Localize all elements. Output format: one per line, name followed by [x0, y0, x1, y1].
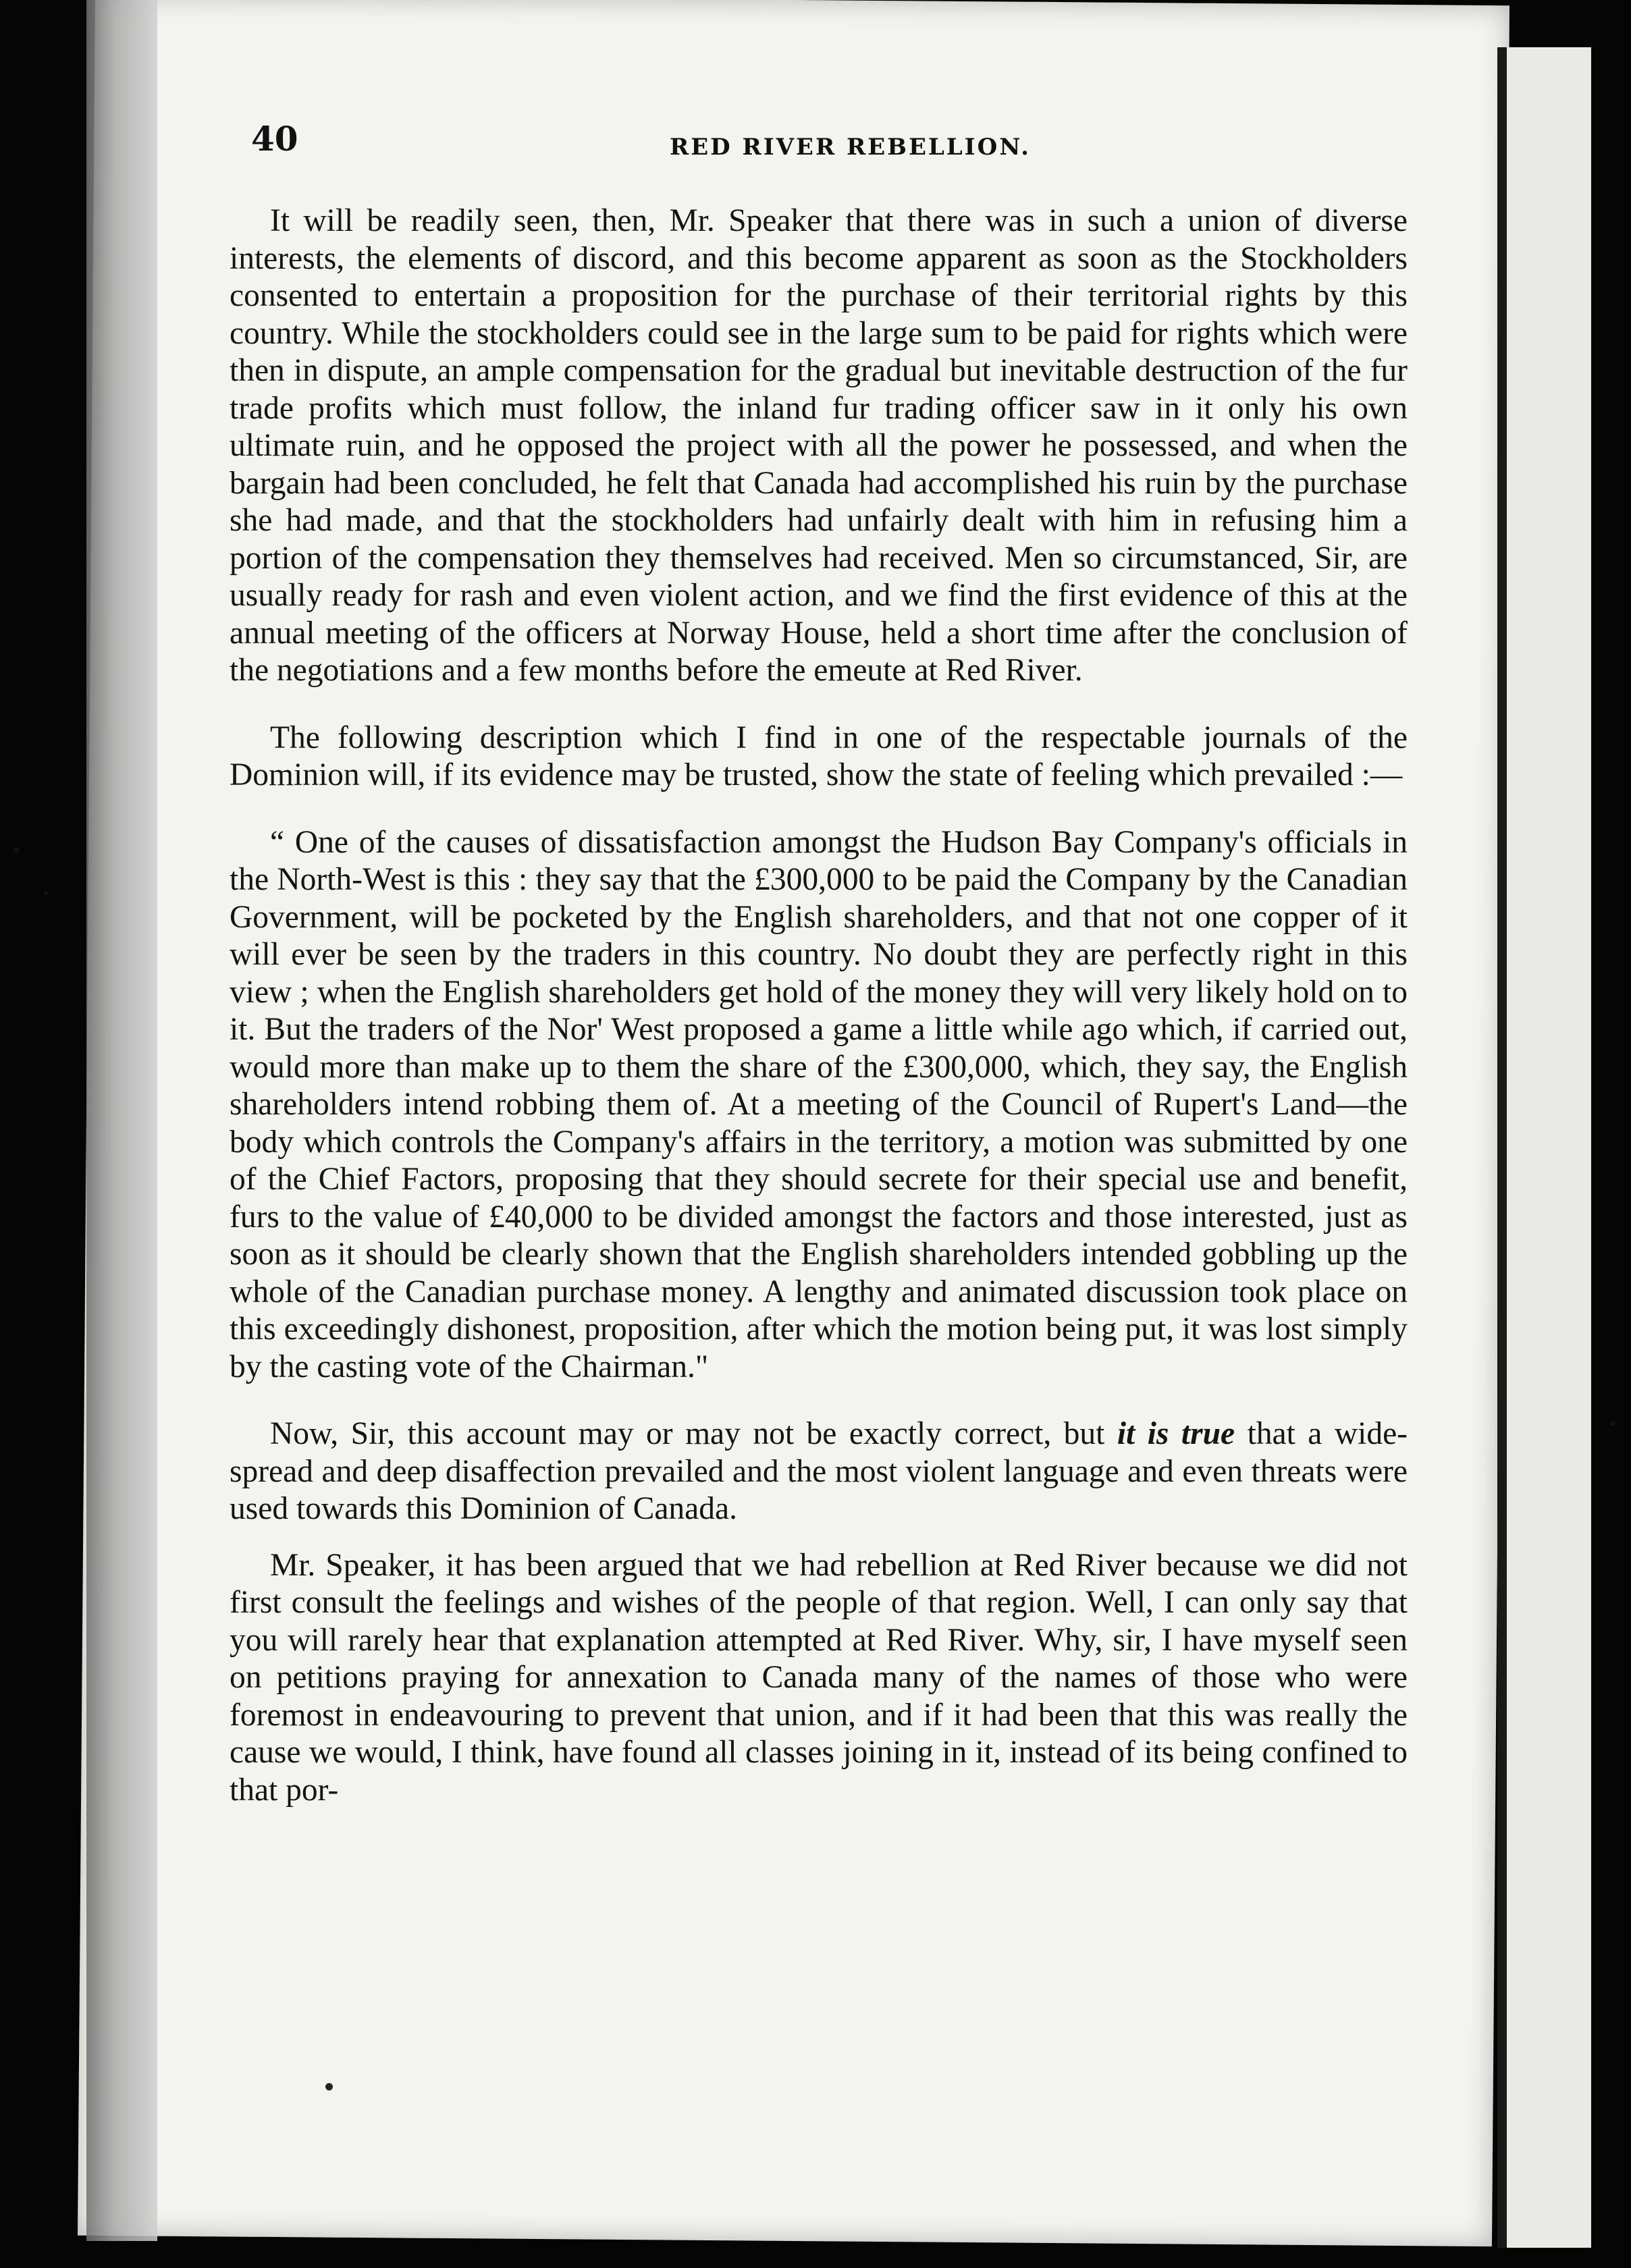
ink-speck — [14, 847, 20, 853]
page-number: 40 — [251, 119, 298, 159]
paragraph-now-sir-end: that a wide-spread and deep disaffection prevailed and the most violent language and even threats were used towards this Dominion of Canada. — [230, 1416, 1408, 1526]
paragraph-opening: It will be readily seen, then, Mr. Speaker that there was in such a union of diverse interests, the elements of discord, and this become apparent as soon as the Stockholders consented to entertain a proposition for the purchase of their territorial rights by this country. While the stockholders could see in the large sum to be paid for rights which were then in dispute, an ample compensation for the gradual but inevitable destruction of the fur trade profits which must follow, the inland fur trading officer saw in it only his own ultimate ruin, and he opposed the project with all the power he possessed, and when the bargain had been concluded, he felt that Canada had accomplished his ruin by the purchase she had made, and that the stockholders had unfairly dealt with him in refusing him a portion of the compensation they themselves had received. Men so circumstanced, Sir, are usually ready for rash and even violent action, and we find the first evidence of this at the annual meeting of the officers at Norway House, held a short time after the conclusion of the negotiations and a few months before the emeute at Red River. — [230, 203, 1408, 688]
page-header — [251, 119, 1399, 166]
emphasis-it-is-true: it is true — [1117, 1416, 1235, 1451]
adjacent-page-strip — [1507, 47, 1591, 2248]
paragraph-introduction: The following description which I find in one of the respectable journals of the Dominion will, if its evidence may be trusted, show the state of feeling which prevailed :— — [230, 720, 1408, 792]
page-gutter-line — [1497, 47, 1507, 2248]
page-shadow-edge — [86, 0, 157, 2241]
paragraph-now-sir — [230, 1415, 1408, 1528]
ink-speck — [1610, 1421, 1615, 1426]
paragraph-now-sir-start: Now, Sir, this account may or may not be exactly correct, but — [270, 1416, 1117, 1451]
ink-spot — [325, 2083, 333, 2090]
paragraph-argued: Mr. Speaker, it has been argued that we had rebellion at Red River because we did not first consult the feelings and wishes of the people of that region. Well, I can only say that you will rarely hear that explanation attempted at Red River. Why, sir, I have myself seen on petitions praying for annexation to Canada many of the names of those who were foremost in endeavouring to prevent that union, and if it had been that this was really the cause we would, I think, have found all classes joining in it, instead of its being confined to that por- — [230, 1547, 1408, 1808]
quoted-passage: “ One of the causes of dissatisfaction amongst the Hudson Bay Company's officials in the North-West is this : they say that the £300,000 to be paid the Company by the Canadian Government, will be pocketed by the English shareholders, and that not one copper of it will ever be seen by the traders in this country. No doubt they are perfectly right in this view ; when the English shareholders get hold of the money they will very likely hold on to it. But the traders of the Nor' West proposed a game a little while ago which, if carried out, would more than make up to them the share of the £300,000, which, they say, the English shareholders intend robbing them of. At a meeting of the Council of Rupert's Land—the body which controls the Company's affairs in the territory, a motion was submitted by one of the Chief Factors, proposing that they should secrete for their special use and benefit, furs to the value of £40,000 to be divided amongst the factors and those interested, just as soon as it should be clearly shown that the English shareholders intended gobbling up the whole of the Canadian purchase money. A lengthy and animated discussion took place on this exceedingly dishonest, proposition, after which the motion being put, it was lost simply by the casting vote of the Chairman." — [230, 824, 1408, 1384]
page-body — [230, 202, 1408, 1809]
ink-speck — [44, 891, 48, 895]
running-head: RED RIVER REBELLION. — [670, 134, 1031, 161]
